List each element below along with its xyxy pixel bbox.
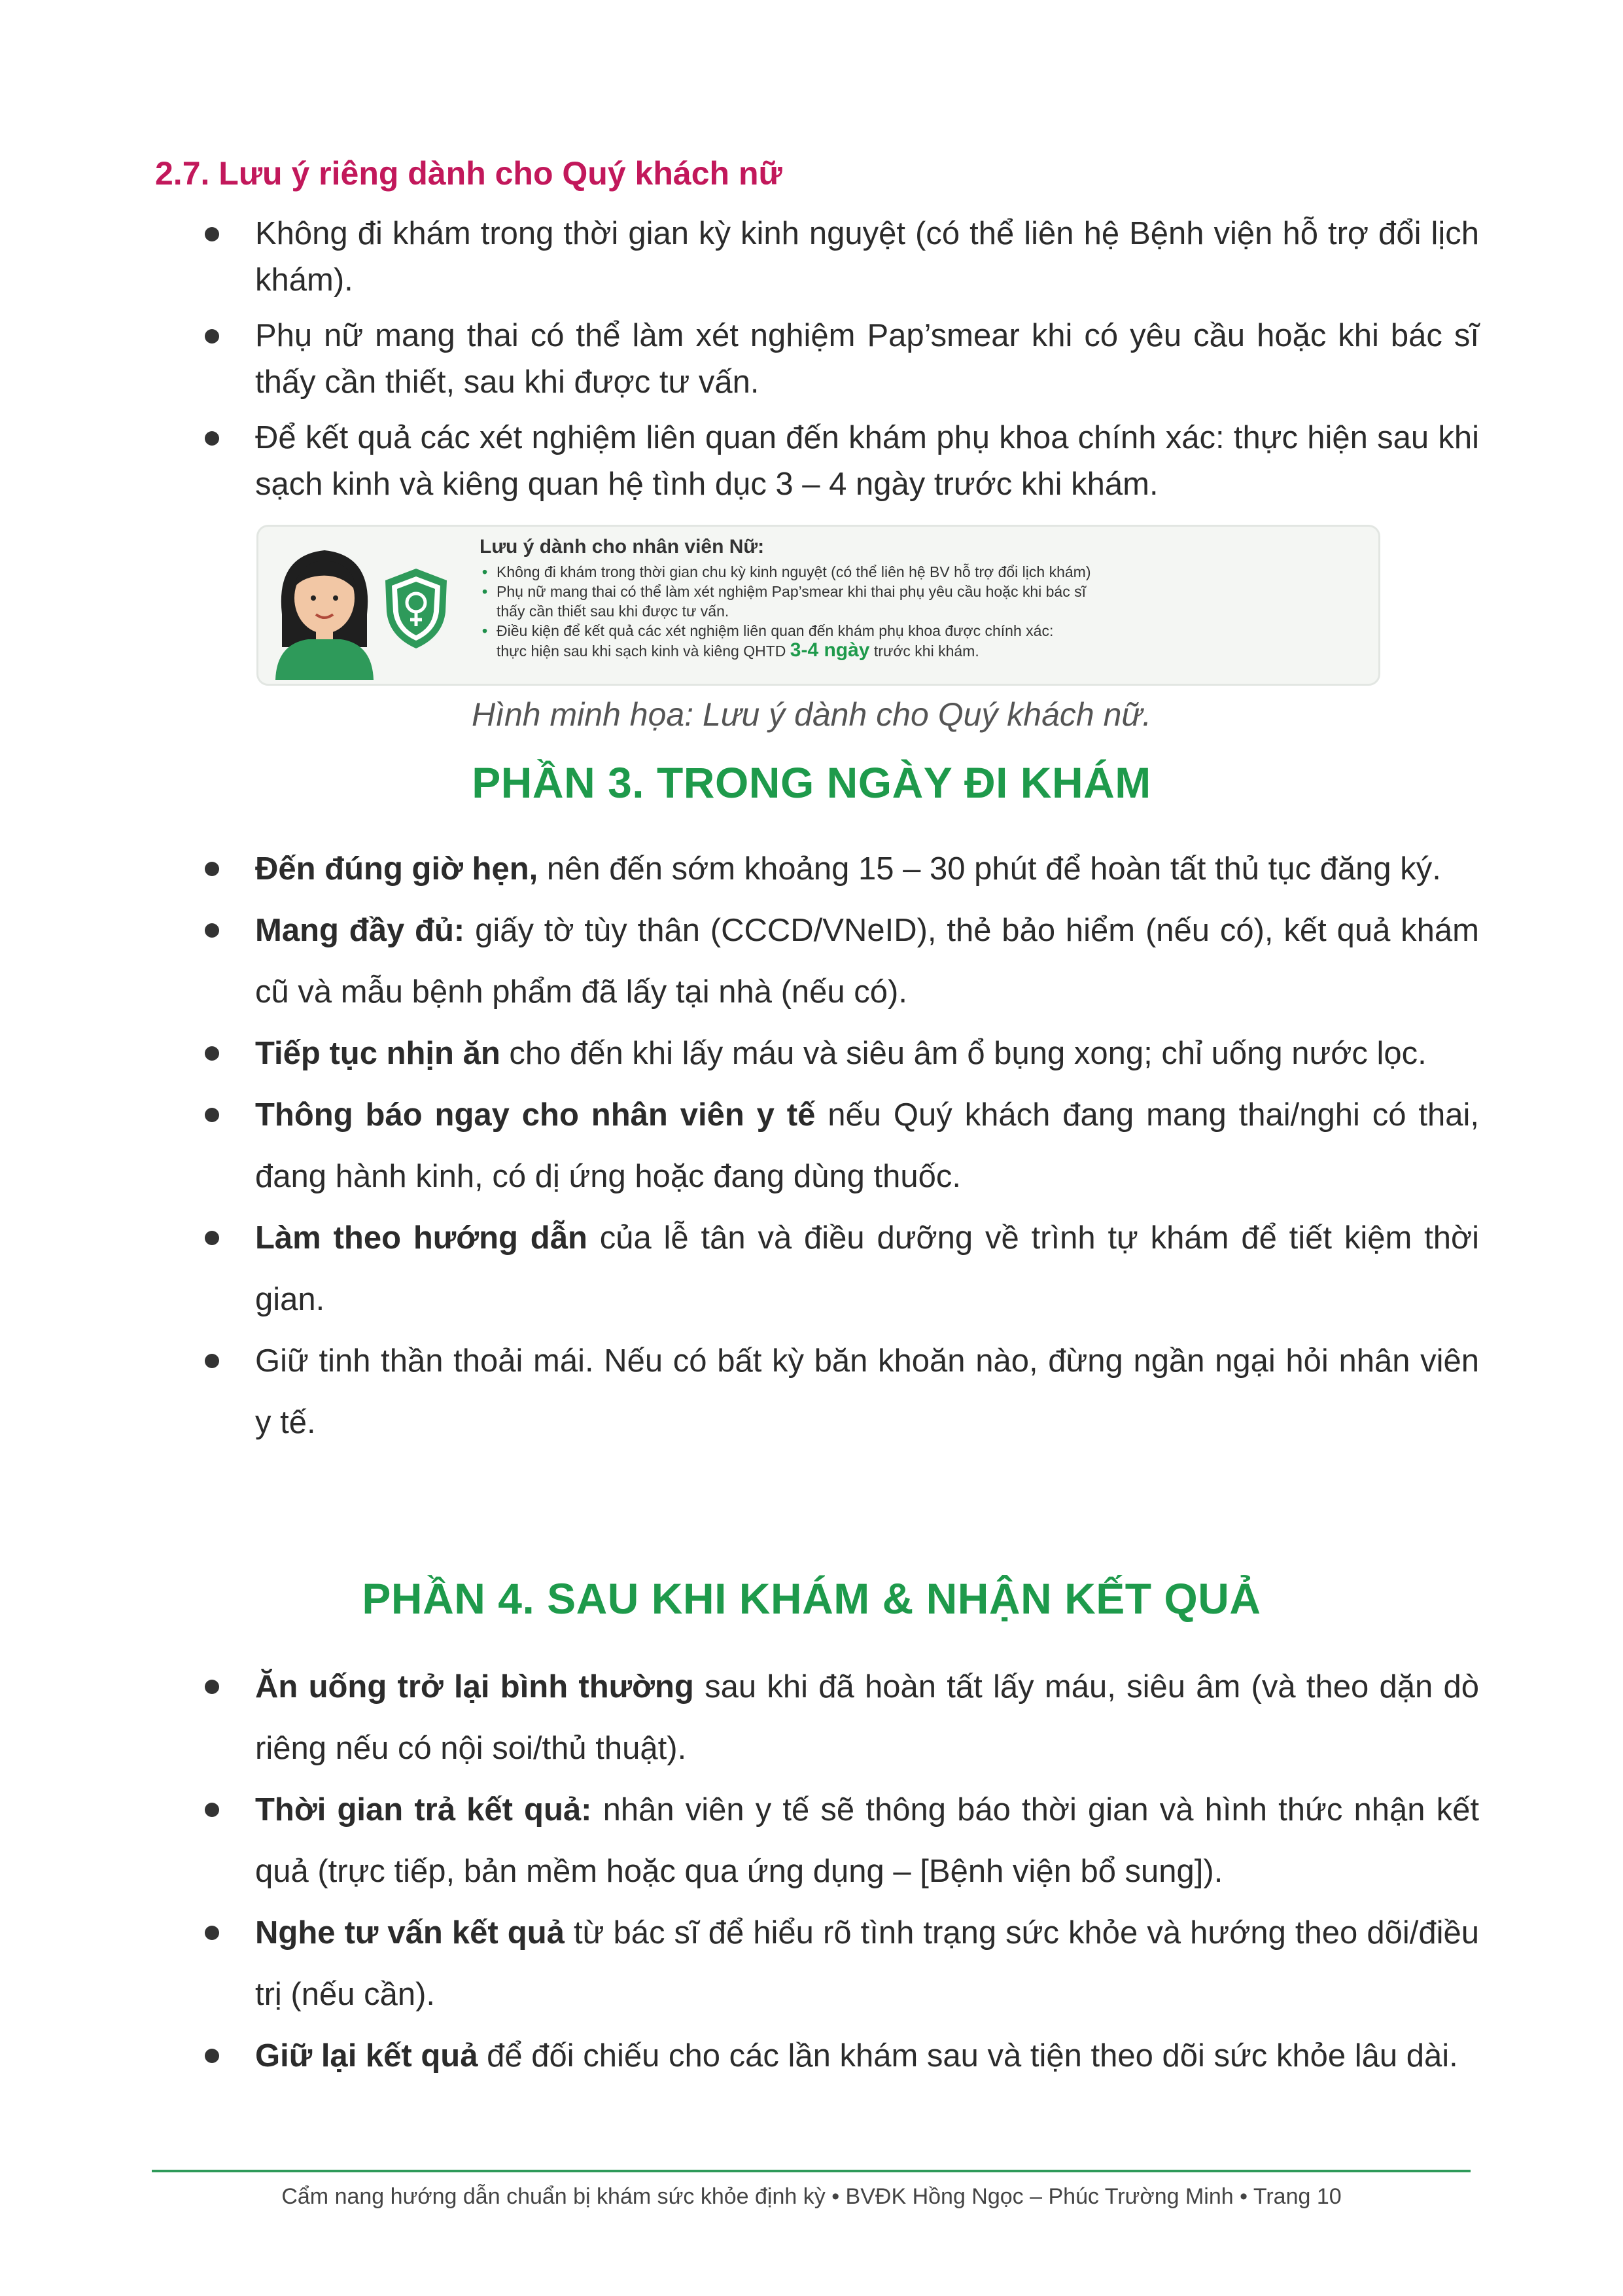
list-item: Không đi khám trong thời gian kỳ kinh nguyệt (có thể liên hệ Bệnh viện hỗ trợ đổi lịch khám).: [0, 211, 1623, 304]
illustration-title: Lưu ý dành cho nhân viên Nữ:: [480, 536, 765, 557]
bullet-icon: [205, 227, 219, 241]
bullet-icon: [205, 1354, 219, 1368]
list-item: Thời gian trả kết quả: nhân viên y tế sẽ thông báo thời gian và hình thức nhận kết quả (trực tiếp, bản mềm hoặc qua ứng dụng – [Bệnh viện bổ sung]).: [0, 1779, 1623, 1902]
list-item: Giữ lại kết quả để đối chiếu cho các lần khám sau và tiện theo dõi sức khỏe lâu dài.: [0, 2025, 1623, 2087]
list-item: Làm theo hướng dẫn của lễ tân và điều dưỡng về trình tự khám để tiết kiệm thời gian.: [0, 1207, 1623, 1330]
illustration-box: [256, 525, 1380, 686]
bullet-icon: [205, 329, 219, 344]
bullet-icon: [205, 1046, 219, 1061]
list-item: Nghe tư vấn kết quả từ bác sĩ để hiểu rõ tình trạng sức khỏe và hướng theo dõi/điều trị (nếu cần).: [0, 1902, 1623, 2025]
list-item: • Không đi khám trong thời gian chu kỳ kinh nguyệt (có thể liên hệ BV hỗ trợ đổi lịch khám): [480, 562, 1369, 582]
bullet-icon: [205, 1803, 219, 1817]
illustration-list: [480, 562, 1369, 661]
footer-divider: [152, 2170, 1471, 2172]
women-notes-list: [0, 211, 1623, 517]
list-item: Để kết quả các xét nghiệm liên quan đến khám phụ khoa chính xác: thực hiện sau khi sạch kinh và kiêng quan hệ tình dục 3 – 4 ngày trước khi khám.: [0, 415, 1623, 508]
list-item: • Điều kiện để kết quả các xét nghiệm liên quan đến khám phụ khoa được chính xác:: [480, 621, 1369, 641]
bullet-icon: [205, 1926, 219, 1940]
section-3-list: [0, 838, 1623, 1453]
list-item: Mang đầy đủ: giấy tờ tùy thân (CCCD/VNeID), thẻ bảo hiểm (nếu có), kết quả khám cũ và mẫu bệnh phẩm đã lấy tại nhà (nếu có).: [0, 900, 1623, 1023]
figure-caption: Hình minh họa: Lưu ý dành cho Quý khách nữ.: [472, 696, 1151, 733]
female-shield-icon: [380, 566, 452, 651]
woman-avatar-icon: [269, 536, 380, 680]
list-item: Thông báo ngay cho nhân viên y tế nếu Quý khách đang mang thai/nghi có thai, đang hành kinh, có dị ứng hoặc đang dùng thuốc.: [0, 1084, 1623, 1207]
bullet-icon: [205, 1680, 219, 1694]
illustration-note: [480, 536, 1369, 661]
list-item-continuation: thấy cần thiết sau khi được tư vấn.: [497, 603, 729, 620]
highlight-days: 3-4 ngày: [790, 639, 870, 661]
bullet-icon: [205, 431, 219, 446]
bullet-icon: [205, 923, 219, 938]
page-footer: Cẩm nang hướng dẫn chuẩn bị khám sức khỏe định kỳ • BVĐK Hồng Ngọc – Phúc Trường Minh • Trang 10: [281, 2184, 1342, 2209]
bullet-icon: [205, 1108, 219, 1122]
bullet-icon: [205, 2049, 219, 2063]
section-4-list: [0, 1656, 1623, 2087]
section-4-title: PHẦN 4. SAU KHI KHÁM & NHẬN KẾT QUẢ: [362, 1574, 1261, 1623]
list-item: Giữ tinh thần thoải mái. Nếu có bất kỳ băn khoăn nào, đừng ngần ngại hỏi nhân viên y tế.: [0, 1330, 1623, 1453]
section-3-title: PHẦN 3. TRONG NGÀY ĐI KHÁM: [472, 758, 1151, 807]
list-item: Phụ nữ mang thai có thể làm xét nghiệm Pap’smear khi có yêu cầu hoặc khi bác sĩ thấy cần thiết, sau khi được tư vấn.: [0, 313, 1623, 406]
bullet-icon: [205, 1231, 219, 1245]
list-item: • Phụ nữ mang thai có thể làm xét nghiệm Pap’smear khi thai phụ yêu cầu hoặc khi bác sĩ: [480, 582, 1369, 601]
list-item-continuation: thực hiện sau khi sạch kinh và kiêng QHTD 3-4 ngày trước khi khám.: [497, 639, 979, 661]
subheading-women-notes: 2.7. Lưu ý riêng dành cho Quý khách nữ: [155, 155, 782, 192]
list-item: Ăn uống trở lại bình thường sau khi đã hoàn tất lấy máu, siêu âm (và theo dặn dò riêng nếu có nội soi/thủ thuật).: [0, 1656, 1623, 1779]
list-item: Tiếp tục nhịn ăn cho đến khi lấy máu và siêu âm ổ bụng xong; chỉ uống nước lọc.: [0, 1023, 1623, 1084]
list-item: Đến đúng giờ hẹn, nên đến sớm khoảng 15 – 30 phút để hoàn tất thủ tục đăng ký.: [0, 838, 1623, 900]
bullet-icon: [205, 862, 219, 876]
